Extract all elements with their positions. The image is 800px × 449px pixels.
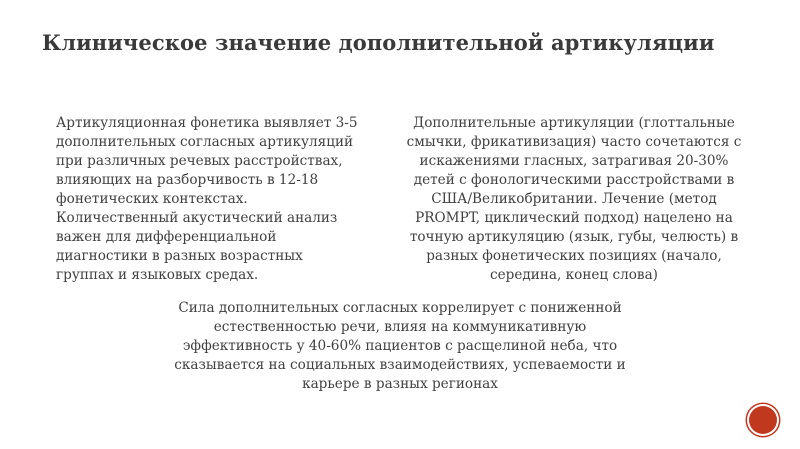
slide-title: Клиническое значение дополнительной артикуляции: [42, 30, 715, 55]
next-slide-button-icon[interactable]: [749, 406, 777, 434]
left-text-block: Артикуляционная фонетика выявляет 3-5 дополнительных согласных артикуляций при различных речевых расстройствах, влияющих на разборчивость в 12-18 фонетических контекстах. Количественный акустический анализ важен для дифференциальной диагностики в разных возрастных группах и языковых средах.: [56, 115, 358, 283]
bottom-text-block: Сила дополнительных согласных коррелирует с пониженной естественностью речи, влияя на коммуникативную эффективность у 40-60% пациентов с расщелиной неба, что сказывается на социальных взаимодействиях, успеваемости и карьере в разных регионах: [174, 300, 626, 392]
right-text-block: Дополнительные артикуляции (глоттальные смычки, фрикативизация) часто сочетаются с искажениями гласных, затрагивая 20-30% детей с фонологическими расстройствами в США/Великобритании. Лечение (метод PROMPT, циклический подход) нацелено на точную артикуляцию (язык, губы, челюсть) в разных фонетических позициях (начало, середина, конец слова): [406, 115, 742, 283]
